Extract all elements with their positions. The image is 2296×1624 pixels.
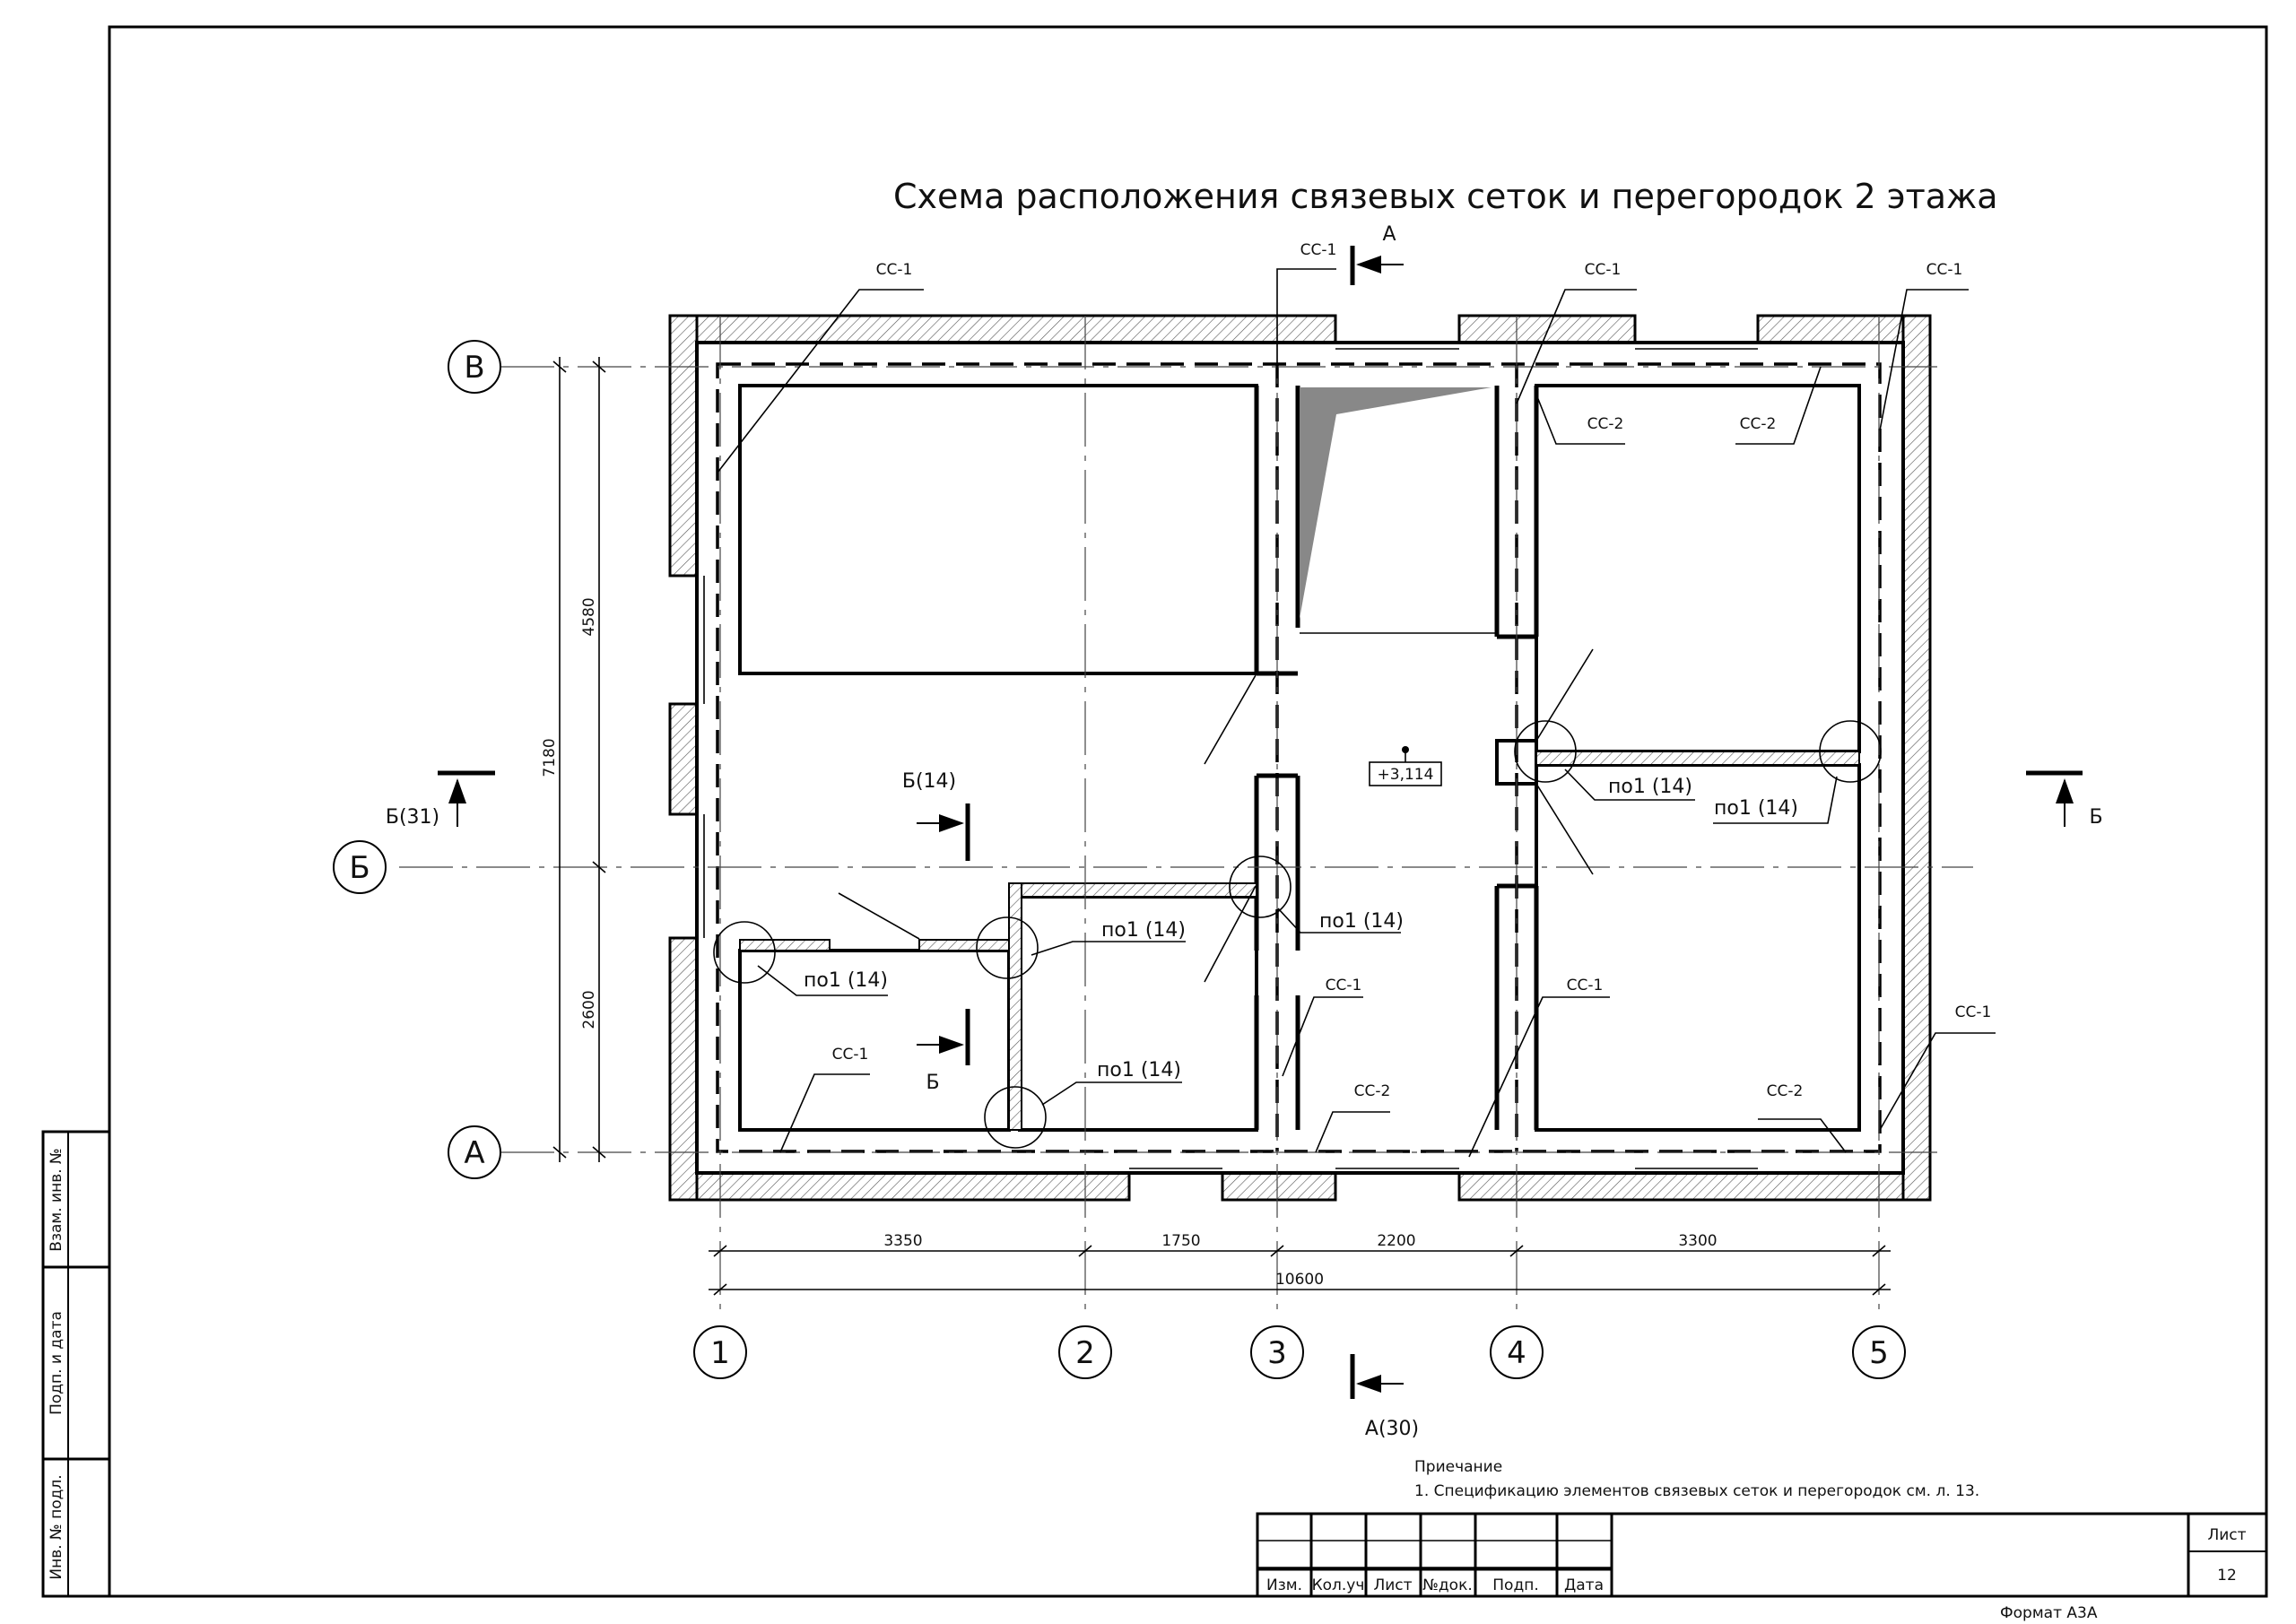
svg-text:2600: 2600 [580,990,598,1029]
svg-text:5: 5 [1869,1335,1889,1371]
svg-text:СС-1: СС-1 [1926,261,1963,279]
note-line: 1. Спецификацию элементов связевых сеток и перегородок см. л. 13. [1414,1482,1980,1500]
tag-cc2-bottom-right [1758,1082,1846,1152]
svg-text:Инв. № подл.: Инв. № подл. [48,1474,65,1580]
svg-text:Взам. инв. №: Взам. инв. № [48,1148,65,1252]
tag-po1-6 [1713,721,1881,823]
row-axis-b2 [334,841,386,893]
svg-text:Дата: Дата [1563,1576,1605,1594]
svg-text:В: В [464,350,485,386]
tag-cc1-bottom-right [1880,1003,1996,1130]
tag-cc1-top-mid [1277,241,1336,377]
svg-text:по1 (14): по1 (14) [1097,1059,1181,1081]
section-mark-a-top [1352,223,1404,285]
sheet-format: Формат А3А [2000,1604,2098,1622]
svg-text:по1 (14): по1 (14) [1714,797,1798,820]
svg-text:1: 1 [710,1335,730,1371]
svg-text:Б(14): Б(14) [901,770,957,793]
svg-text:3: 3 [1267,1335,1287,1371]
svg-text:СС-1: СС-1 [1300,241,1337,259]
tag-cc2-top-right-a [1536,395,1625,444]
svg-text:по1 (14): по1 (14) [1101,919,1186,942]
svg-text:по1 (14): по1 (14) [1608,776,1692,798]
svg-text:3300: 3300 [1678,1232,1718,1250]
svg-text:Б: Б [2089,806,2103,829]
svg-text:№док.: №док. [1422,1576,1473,1594]
note-heading: Приечание [1414,1458,1503,1476]
svg-text:Подп. и дата: Подп. и дата [48,1311,65,1415]
side-stamp [43,1132,109,1596]
stamp-block [1257,1514,2266,1596]
vertical-dimensions [541,357,605,1162]
svg-text:12: 12 [2217,1567,2237,1585]
svg-text:СС-1: СС-1 [1325,977,1362,994]
tag-cc1-mid-stair [1283,977,1363,1076]
column-axis-bubbles [694,1326,1905,1378]
svg-text:Кол.уч: Кол.уч [1311,1576,1365,1594]
door-swings [839,649,1593,982]
svg-text:СС-2: СС-2 [1739,415,1777,433]
svg-text:по1 (14): по1 (14) [804,969,888,992]
tag-cc2-top-right-b [1735,367,1821,444]
svg-text:4: 4 [1507,1335,1526,1371]
svg-text:Изм.: Изм. [1266,1576,1302,1594]
svg-text:Б(31): Б(31) [385,806,440,829]
svg-text:СС-1: СС-1 [875,261,913,279]
section-mark-b-right [2026,773,2103,829]
svg-text:2200: 2200 [1377,1232,1416,1250]
svg-text:Б: Б [349,850,370,886]
drawing-title: Схема расположения связевых сеток и перегородок 2 этажа [893,177,1998,216]
section-mark-a-bottom [1352,1354,1419,1440]
svg-text:7180: 7180 [541,738,559,777]
svg-text:1750: 1750 [1161,1232,1201,1250]
stair-shading [1300,387,1492,619]
svg-text:10600: 10600 [1274,1271,1325,1289]
svg-text:по1 (14): по1 (14) [1319,910,1404,933]
svg-text:А: А [464,1135,485,1171]
svg-text:4580: 4580 [580,597,598,637]
svg-text:Б: Б [926,1072,940,1094]
svg-text:Лист: Лист [1373,1576,1413,1594]
svg-text:3350: 3350 [883,1232,923,1250]
section-mark-b-left [386,773,495,829]
section-mark-b-inner-top [902,770,968,861]
svg-text:2: 2 [1075,1335,1095,1371]
row-axis-b [448,341,500,393]
svg-text:СС-1: СС-1 [831,1046,869,1064]
tag-cc1-bottom-left [780,1046,870,1152]
svg-text:СС-2: СС-2 [1587,415,1624,433]
svg-text:А: А [1382,223,1396,246]
tag-cc2-bottom-stair [1316,1082,1390,1152]
svg-text:СС-1: СС-1 [1954,1003,1992,1021]
svg-text:А(30): А(30) [1364,1418,1420,1440]
level-mark [1370,746,1441,786]
row-axis-a [448,1126,500,1178]
horizontal-dimensions [709,1232,1891,1295]
svg-text:+3,114: +3,114 [1377,766,1434,784]
svg-text:Подп.: Подп. [1492,1576,1539,1594]
section-mark-b-inner-bottom [917,1009,968,1094]
svg-text:СС-2: СС-2 [1353,1082,1391,1100]
svg-text:Лист: Лист [2207,1526,2247,1544]
svg-text:СС-1: СС-1 [1584,261,1622,279]
svg-text:СС-2: СС-2 [1766,1082,1804,1100]
svg-text:СС-1: СС-1 [1566,977,1604,994]
